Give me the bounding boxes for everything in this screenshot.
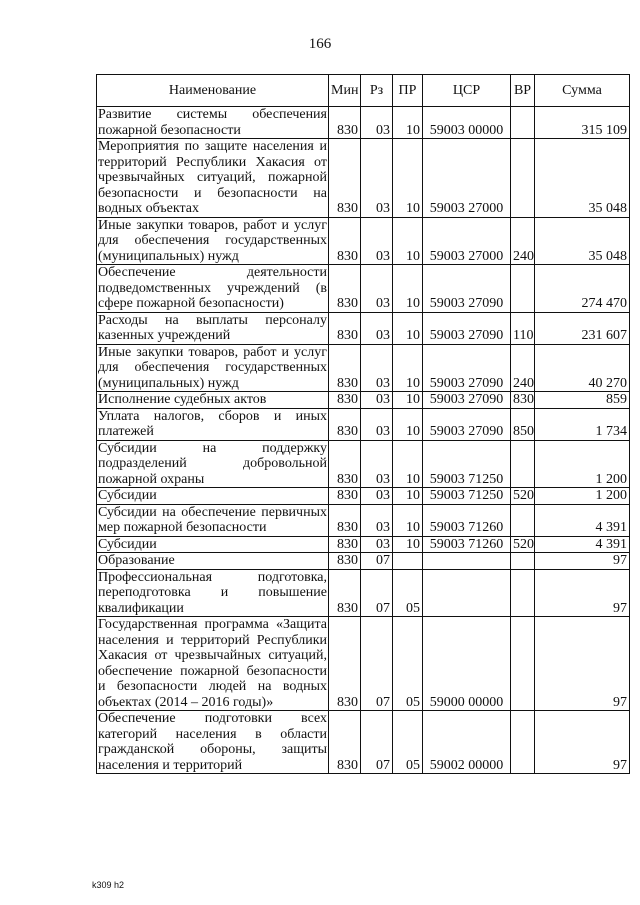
cell-sum: 4 391 [535,504,630,536]
table-row [97,139,630,218]
table-row [97,408,630,440]
cell-min: 830 [329,217,361,265]
cell-pr: 10 [393,408,423,440]
cell-sum: 859 [535,392,630,409]
cell-vr: 850 [511,408,535,440]
cell-sum: 97 [535,553,630,570]
cell-name: Развитие системы обеспечения пожарной безопасности [98,107,327,138]
cell-min: 830 [329,617,361,711]
cell-min: 830 [329,536,361,553]
table-row [97,312,630,344]
cell-csr [423,569,511,617]
cell-min: 830 [329,408,361,440]
cell-pr: 10 [393,488,423,505]
cell-csr: 59003 27090 [423,312,511,344]
cell-csr: 59003 27090 [423,392,511,409]
cell-min: 830 [329,265,361,313]
cell-pr: 10 [393,392,423,409]
cell-csr: 59003 71250 [423,488,511,505]
cell-rz: 03 [361,344,393,392]
cell-name: Уплата налогов, сборов и иных платежей [98,408,327,439]
table-row [97,553,630,570]
table-row [97,392,630,409]
header-rz: Рз [361,75,393,107]
cell-csr: 59003 27000 [423,139,511,218]
cell-pr: 05 [393,711,423,774]
cell-vr [511,569,535,617]
cell-min: 830 [329,107,361,139]
table-row [97,488,630,505]
cell-name: Исполнение судебных актов [97,392,329,409]
table-row [97,265,630,313]
cell-pr: 10 [393,265,423,313]
cell-csr: 59002 00000 [423,711,511,774]
cell-min: 830 [329,504,361,536]
cell-rz: 03 [361,440,393,488]
cell-min: 830 [329,440,361,488]
table-row [97,711,630,774]
table-row [97,344,630,392]
cell-csr: 59003 27000 [423,217,511,265]
cell-rz: 07 [361,569,393,617]
cell-rz: 03 [361,408,393,440]
cell-name: Субсидии на обеспечение первичных мер пожарной безопасности [98,504,327,535]
cell-sum: 231 607 [535,312,630,344]
cell-vr: 240 [511,344,535,392]
cell-sum: 1 734 [535,408,630,440]
cell-rz: 07 [361,711,393,774]
cell-pr: 10 [393,344,423,392]
cell-rz: 03 [361,139,393,218]
cell-vr [511,107,535,139]
table-row [97,440,630,488]
cell-rz: 03 [361,312,393,344]
cell-rz: 03 [361,392,393,409]
table-row [97,617,630,711]
cell-name: Профессиональная подготовка, переподготовка и повышение квалификации [98,569,327,616]
cell-vr: 520 [511,536,535,553]
cell-name: Образование [97,553,329,570]
cell-vr [511,617,535,711]
cell-rz: 03 [361,488,393,505]
cell-csr: 59003 71260 [423,536,511,553]
table-row [97,536,630,553]
cell-pr: 10 [393,217,423,265]
cell-pr: 05 [393,617,423,711]
cell-vr: 240 [511,217,535,265]
cell-min: 830 [329,711,361,774]
cell-name: Обеспечение деятельности подведомственных учреждений (в сфере пожарной безопасности) [98,265,327,311]
header-vr: ВР [511,75,535,107]
cell-name: Иные закупки товаров, работ и услуг для обеспечения государственных (муниципальных) нужд [98,217,327,264]
cell-vr: 830 [511,392,535,409]
cell-rz: 07 [361,553,393,570]
cell-pr: 10 [393,107,423,139]
cell-sum: 97 [535,711,630,774]
cell-csr: 59003 27090 [423,408,511,440]
cell-vr: 520 [511,488,535,505]
cell-name: Мероприятия по защите населения и территорий Республики Хакасия от чрезвычайных ситуаций, пожарной безопасности и безопасности на водных объектах [98,139,327,216]
cell-csr: 59003 27090 [423,344,511,392]
cell-csr: 59003 27090 [423,265,511,313]
table-header-row [97,75,630,107]
cell-pr: 10 [393,440,423,488]
cell-min: 830 [329,139,361,218]
cell-name: Государственная программа «Защита населения и территорий Республики Хакасия от чрезвычайных ситуаций, обеспечение пожарной безопасности и безопасности людей на водных объектах (2014 – 2016 годы)» [98,617,327,710]
page-number: 166 [308,36,332,52]
cell-rz: 03 [361,107,393,139]
cell-pr: 05 [393,569,423,617]
cell-vr: 110 [511,312,535,344]
cell-vr [511,265,535,313]
cell-vr [511,440,535,488]
cell-sum: 97 [535,617,630,711]
header-min: Мин [329,75,361,107]
header-pr: ПР [393,75,423,107]
budget-table [96,74,630,774]
cell-sum: 274 470 [535,265,630,313]
cell-sum: 35 048 [535,217,630,265]
cell-min: 830 [329,392,361,409]
cell-vr [511,139,535,218]
cell-vr [511,504,535,536]
cell-csr [423,553,511,570]
cell-csr: 59000 00000 [423,617,511,711]
header-name: Наименование [97,75,329,107]
cell-rz: 03 [361,536,393,553]
cell-sum: 1 200 [535,440,630,488]
cell-name: Обеспечение подготовки всех категорий населения в области гражданской обороны, защиты населения и территорий [98,711,327,773]
cell-csr: 59003 00000 [423,107,511,139]
cell-pr: 10 [393,536,423,553]
cell-name: Субсидии [97,488,329,505]
table-row [97,569,630,617]
cell-sum: 35 048 [535,139,630,218]
cell-pr [393,553,423,570]
cell-rz: 03 [361,217,393,265]
cell-name: Субсидии на поддержку подразделений добровольной пожарной охраны [98,440,327,487]
table-row [97,504,630,536]
cell-name: Расходы на выплаты персоналу казенных учреждений [98,312,327,343]
cell-sum: 4 391 [535,536,630,553]
table-row [97,107,630,139]
table-body [97,107,630,774]
cell-sum: 315 109 [535,107,630,139]
cell-min: 830 [329,553,361,570]
cell-name: Иные закупки товаров, работ и услуг для обеспечения государственных (муниципальных) нужд [98,344,327,391]
cell-sum: 40 270 [535,344,630,392]
cell-rz: 03 [361,265,393,313]
cell-min: 830 [329,344,361,392]
table-row [97,217,630,265]
cell-csr: 59003 71250 [423,440,511,488]
cell-pr: 10 [393,312,423,344]
cell-name: Субсидии [97,536,329,553]
cell-sum: 1 200 [535,488,630,505]
cell-pr: 10 [393,504,423,536]
cell-min: 830 [329,312,361,344]
cell-min: 830 [329,569,361,617]
cell-pr: 10 [393,139,423,218]
cell-min: 830 [329,488,361,505]
header-sum: Сумма [535,75,630,107]
cell-sum: 97 [535,569,630,617]
cell-csr: 59003 71260 [423,504,511,536]
cell-rz: 03 [361,504,393,536]
cell-vr [511,553,535,570]
footer-code: k309 h2 [92,880,125,890]
cell-vr [511,711,535,774]
cell-rz: 07 [361,617,393,711]
header-csr: ЦСР [423,75,511,107]
